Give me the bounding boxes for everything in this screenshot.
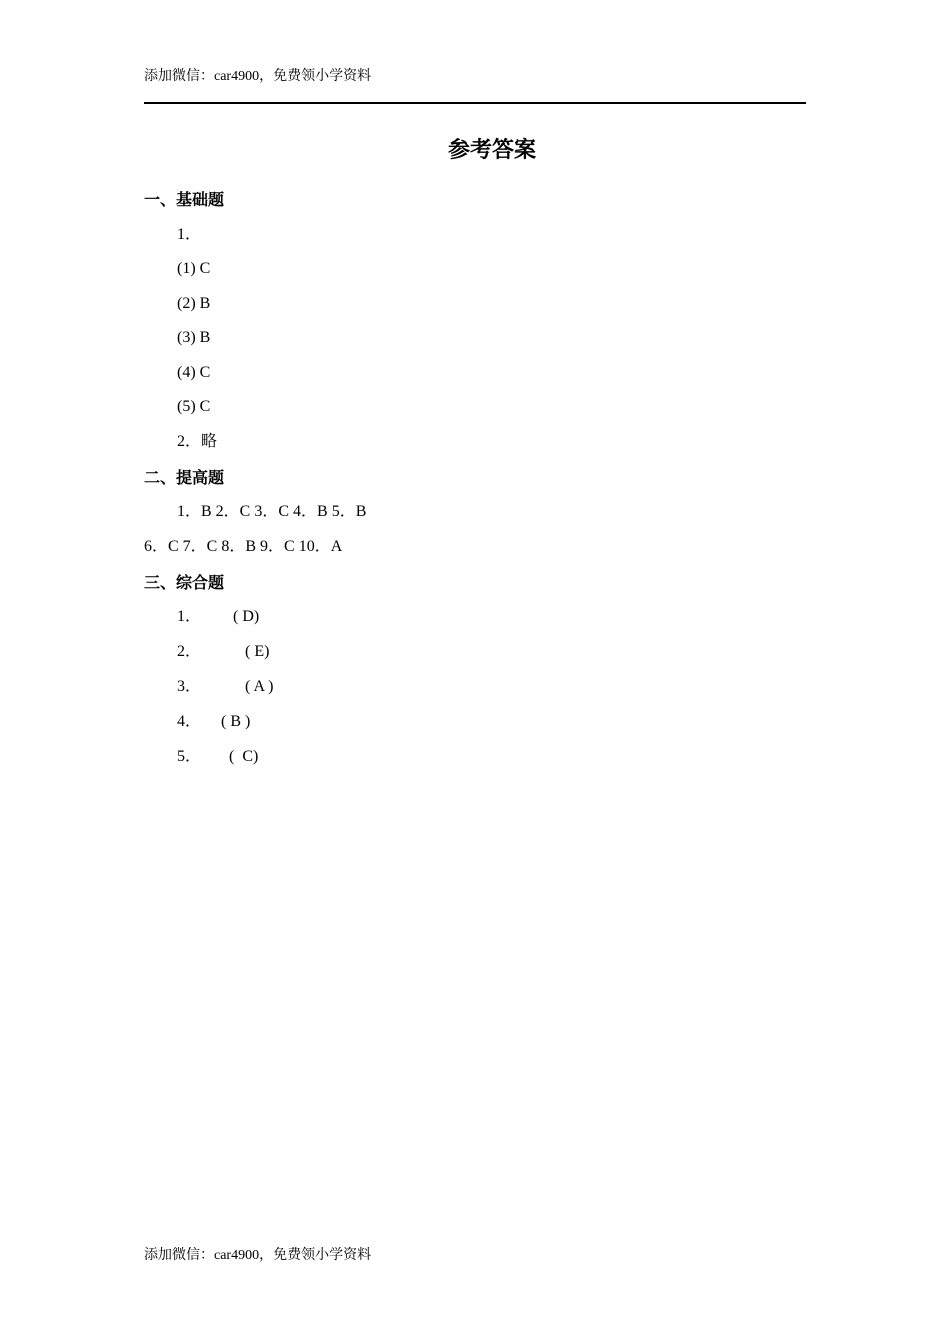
- answer-line: (1) C: [177, 260, 211, 277]
- answer-line: 3． ( A ): [177, 678, 274, 695]
- answer-line: 2． ( E): [177, 643, 270, 660]
- answer-line: 6．C 7．C 8．B 9．C 10．A: [144, 538, 343, 555]
- answer-line: (3) B: [177, 329, 211, 346]
- page-footer-text: 添加微信：car4900，免费领小学资料: [144, 1248, 372, 1263]
- answer-line: (4) C: [177, 364, 211, 381]
- section-heading-basic: 一、基础题: [144, 190, 225, 209]
- answer-line: 2．略: [177, 433, 218, 450]
- answer-line: (2) B: [177, 295, 211, 312]
- answer-line: 5． ( C): [177, 748, 259, 765]
- answer-line: 4． ( B ): [177, 713, 251, 730]
- header-divider: [144, 102, 806, 104]
- page-title: 参考答案: [447, 138, 536, 163]
- answer-line: (5) C: [177, 398, 211, 415]
- answer-line: 1．: [177, 226, 202, 243]
- answer-line: 1．B 2．C 3．C 4．B 5．B: [177, 503, 367, 520]
- section-heading-advanced: 二、提高题: [144, 468, 225, 487]
- page-header-text: 添加微信：car4900，免费领小学资料: [144, 69, 372, 84]
- answer-line: 1． ( D): [177, 608, 260, 625]
- section-heading-comprehensive: 三、综合题: [144, 573, 225, 592]
